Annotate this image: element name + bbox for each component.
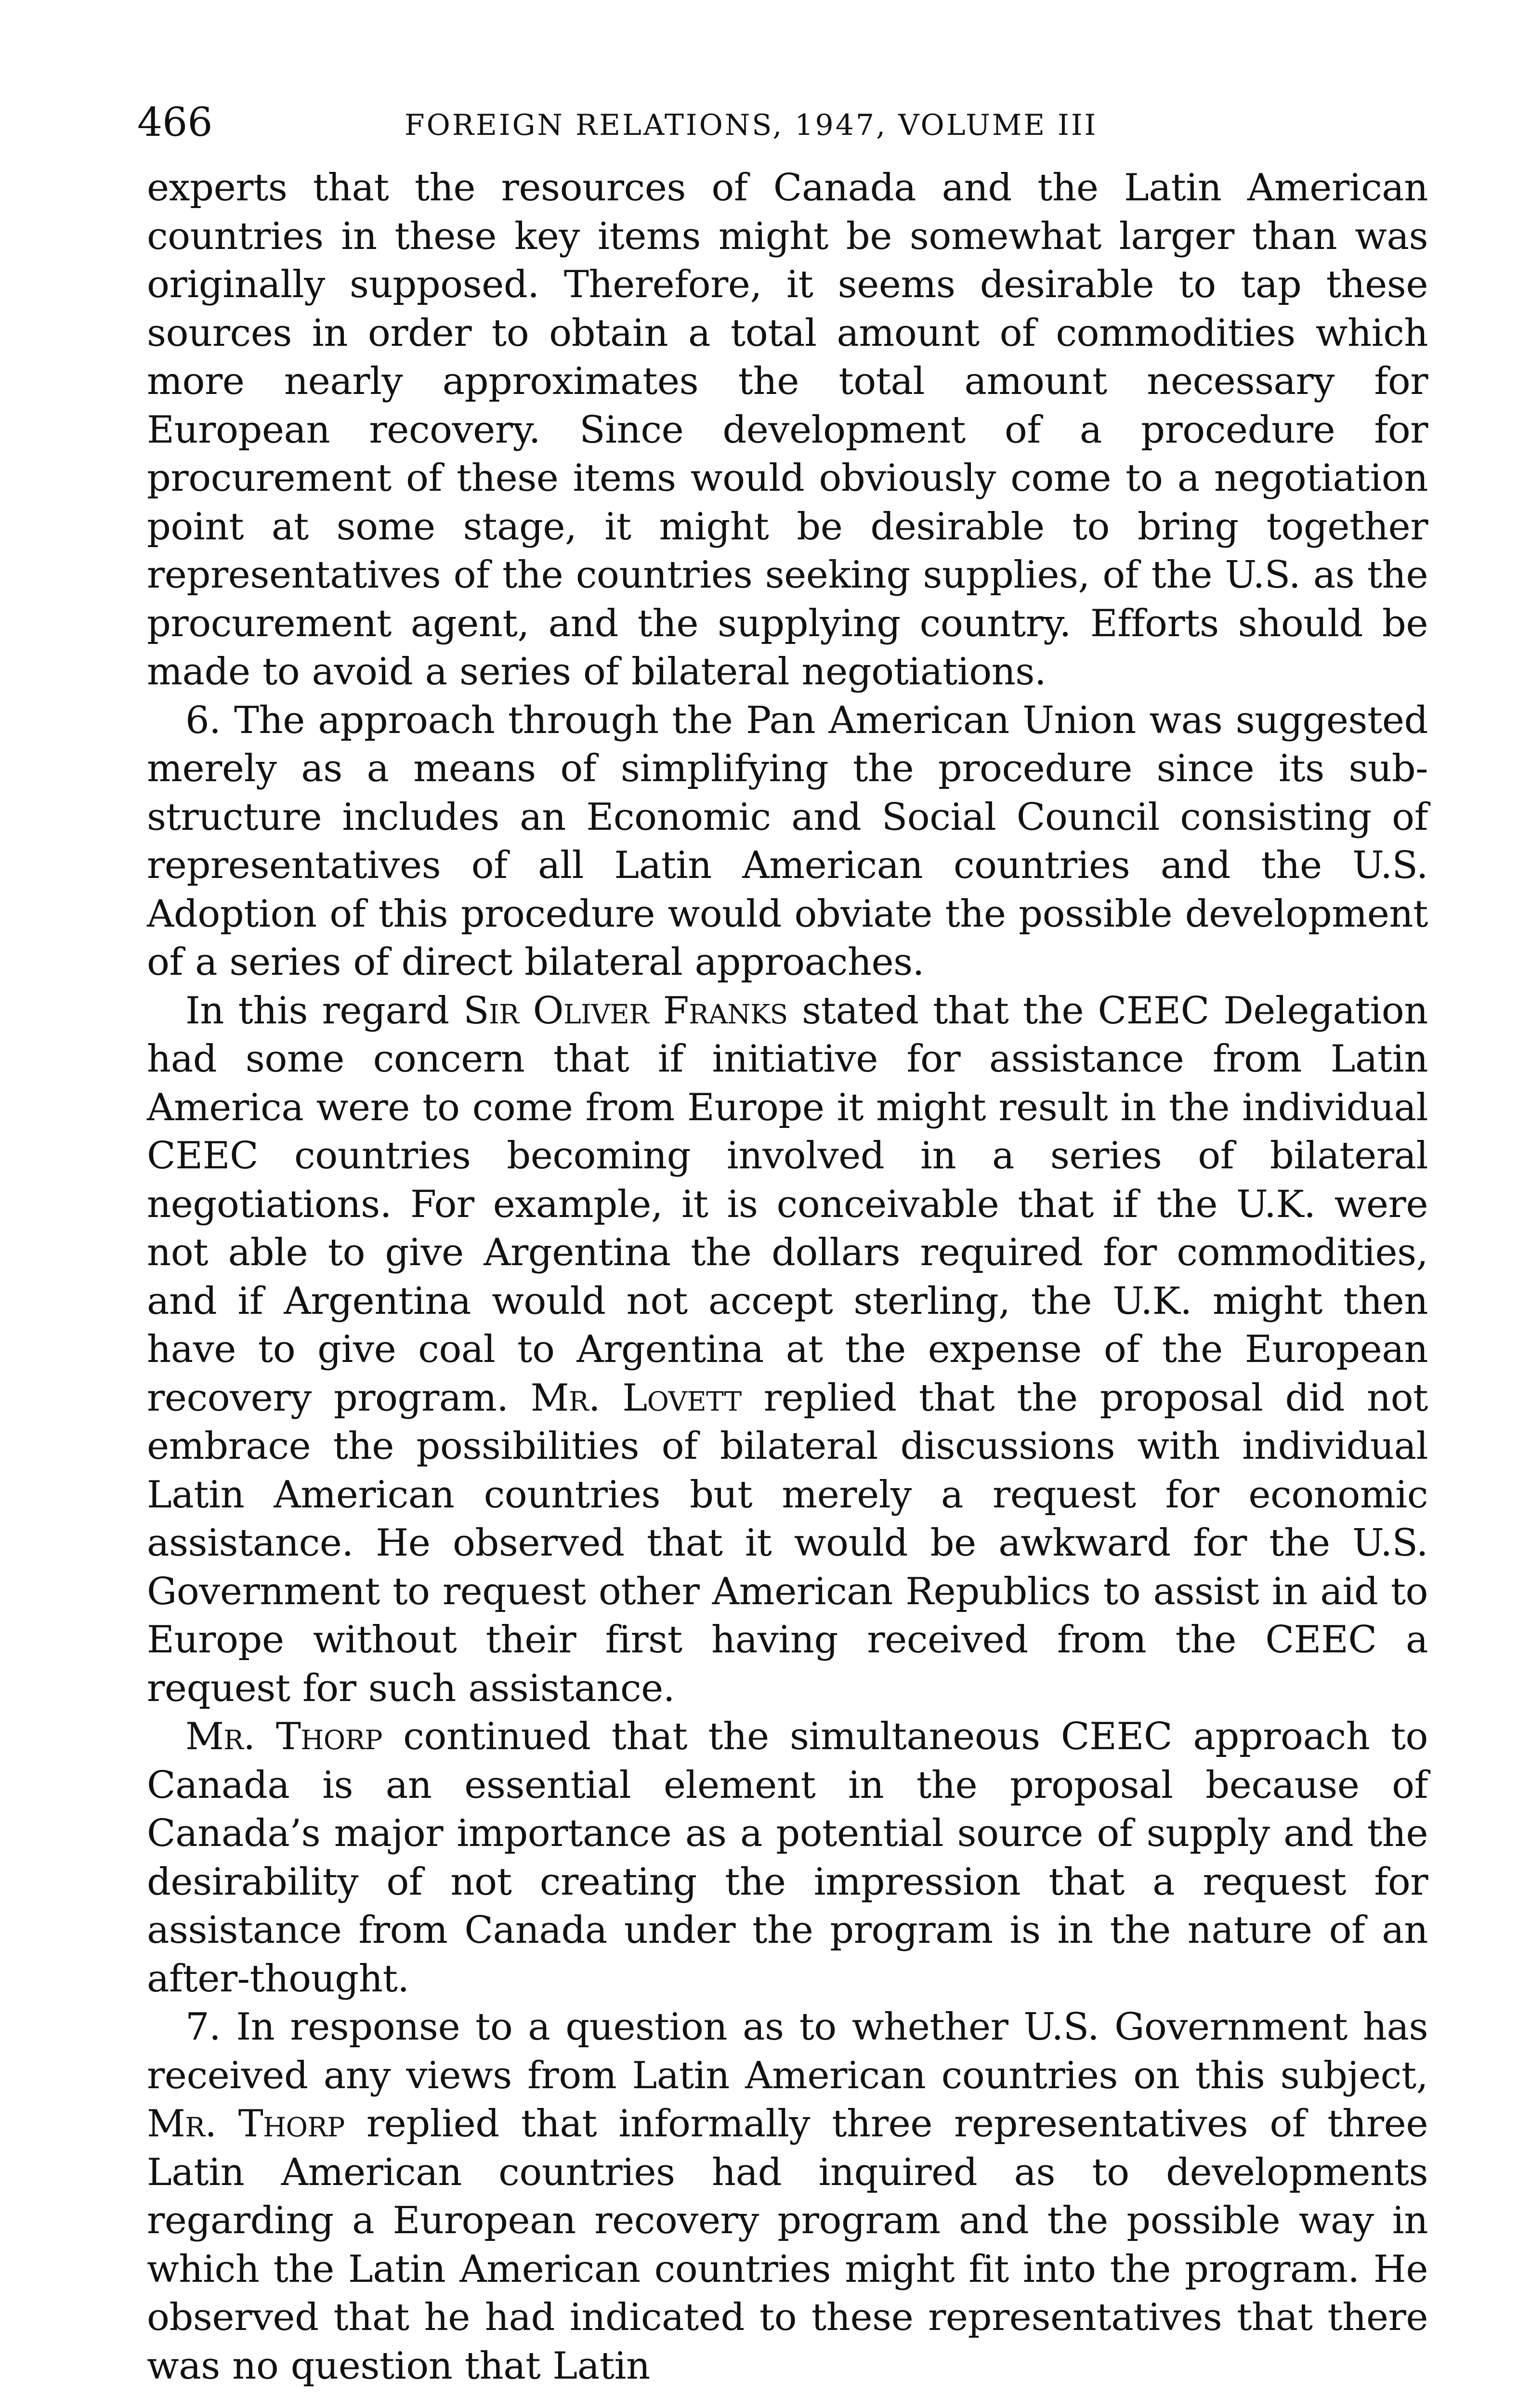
paragraph-lead: In this regard: [185, 989, 464, 1033]
paragraph-franks: [147, 987, 1428, 1713]
paragraph-text: experts that the resources of Canada and the Latin American countries in these key items might be somewhat larger than was originally supposed. Therefore, it seems desirable to tap these sources in order to obtain a total amount of commodities which more nearly approximates the total amount necessary for European recovery. Since development of a procedure for procurement of these items would obviously come to a negotiation point at some stage, it might be desirable to bring together representatives of the countries seeking supplies, of the U.S. as the procurement agent, and the supplying country. Efforts should be made to avoid a series of bilateral negotiations.: [147, 166, 1428, 694]
speaker-name: Sir Oliver Franks: [463, 989, 788, 1033]
body-text: [147, 164, 1428, 2390]
page-number: 466: [137, 100, 213, 145]
paragraph-lead: 7. In response to a question as to whether U.S. Government has received any views from Latin American countries on this subject,: [147, 2005, 1428, 2097]
speaker-name: Mr. Lovett: [530, 1376, 742, 1420]
paragraph-thorp: [147, 1713, 1428, 2003]
paragraph-text: continued that the simultaneous CEEC approach to Canada is an essential element in the proposal because of Canada’s major importance as a potential source of supply and the desirability of not creating the impression that a request for assistance from Canada under the program is in the nature of an after-thought.: [147, 1715, 1428, 2001]
running-head: [137, 99, 1423, 152]
paragraph-text: 6. The approach through the Pan American Union was suggested merely as a means of simplifying the procedure since its sub-structure includes an Economic and Social Council consisting of representatives of all Latin American countries and the U.S. Adoption of this procedure would obviate the possible development of a series of direct bilateral approaches.: [147, 698, 1428, 984]
paragraph-6: [147, 696, 1428, 987]
speaker-name: Mr. Thorp: [147, 2102, 345, 2146]
paragraph-text: stated that the CEEC Delegation had some concern that if initiative for assistance from Latin America were to come from Europe it might result in the individual CEEC countries becoming involved in a series of bilateral negotiations. For example, it is conceivable that if the U.K. were not able to give Argentina the dollars required for commodities, and if Argentina would not accept sterling, the U.K. might then have to give coal to Argentina at the expense of the European recovery program.: [147, 989, 1428, 1420]
paragraph-continuation: [147, 164, 1428, 696]
paragraph-text: replied that informally three representatives of three Latin American countries had inquired as to developments regarding a European recovery program and the possible way in which the Latin American countries might fit into the program. He observed that he had indicated to these representatives that there was no question that Latin: [147, 2102, 1428, 2388]
running-title: FOREIGN RELATIONS, 1947, VOLUME III: [405, 108, 1098, 142]
paragraph-7: [147, 2003, 1428, 2390]
speaker-name: Mr. Thorp: [185, 1715, 382, 1758]
paragraph-text: replied that the proposal did not embrace the possibilities of bilateral discussions with individual Latin American countries but merely a request for economic assistance. He observed that it would be awkward for the U.S. Government to request other American Republics to assist in aid to Europe without their first having received from the CEEC a request for such assistance.: [147, 1376, 1428, 1710]
